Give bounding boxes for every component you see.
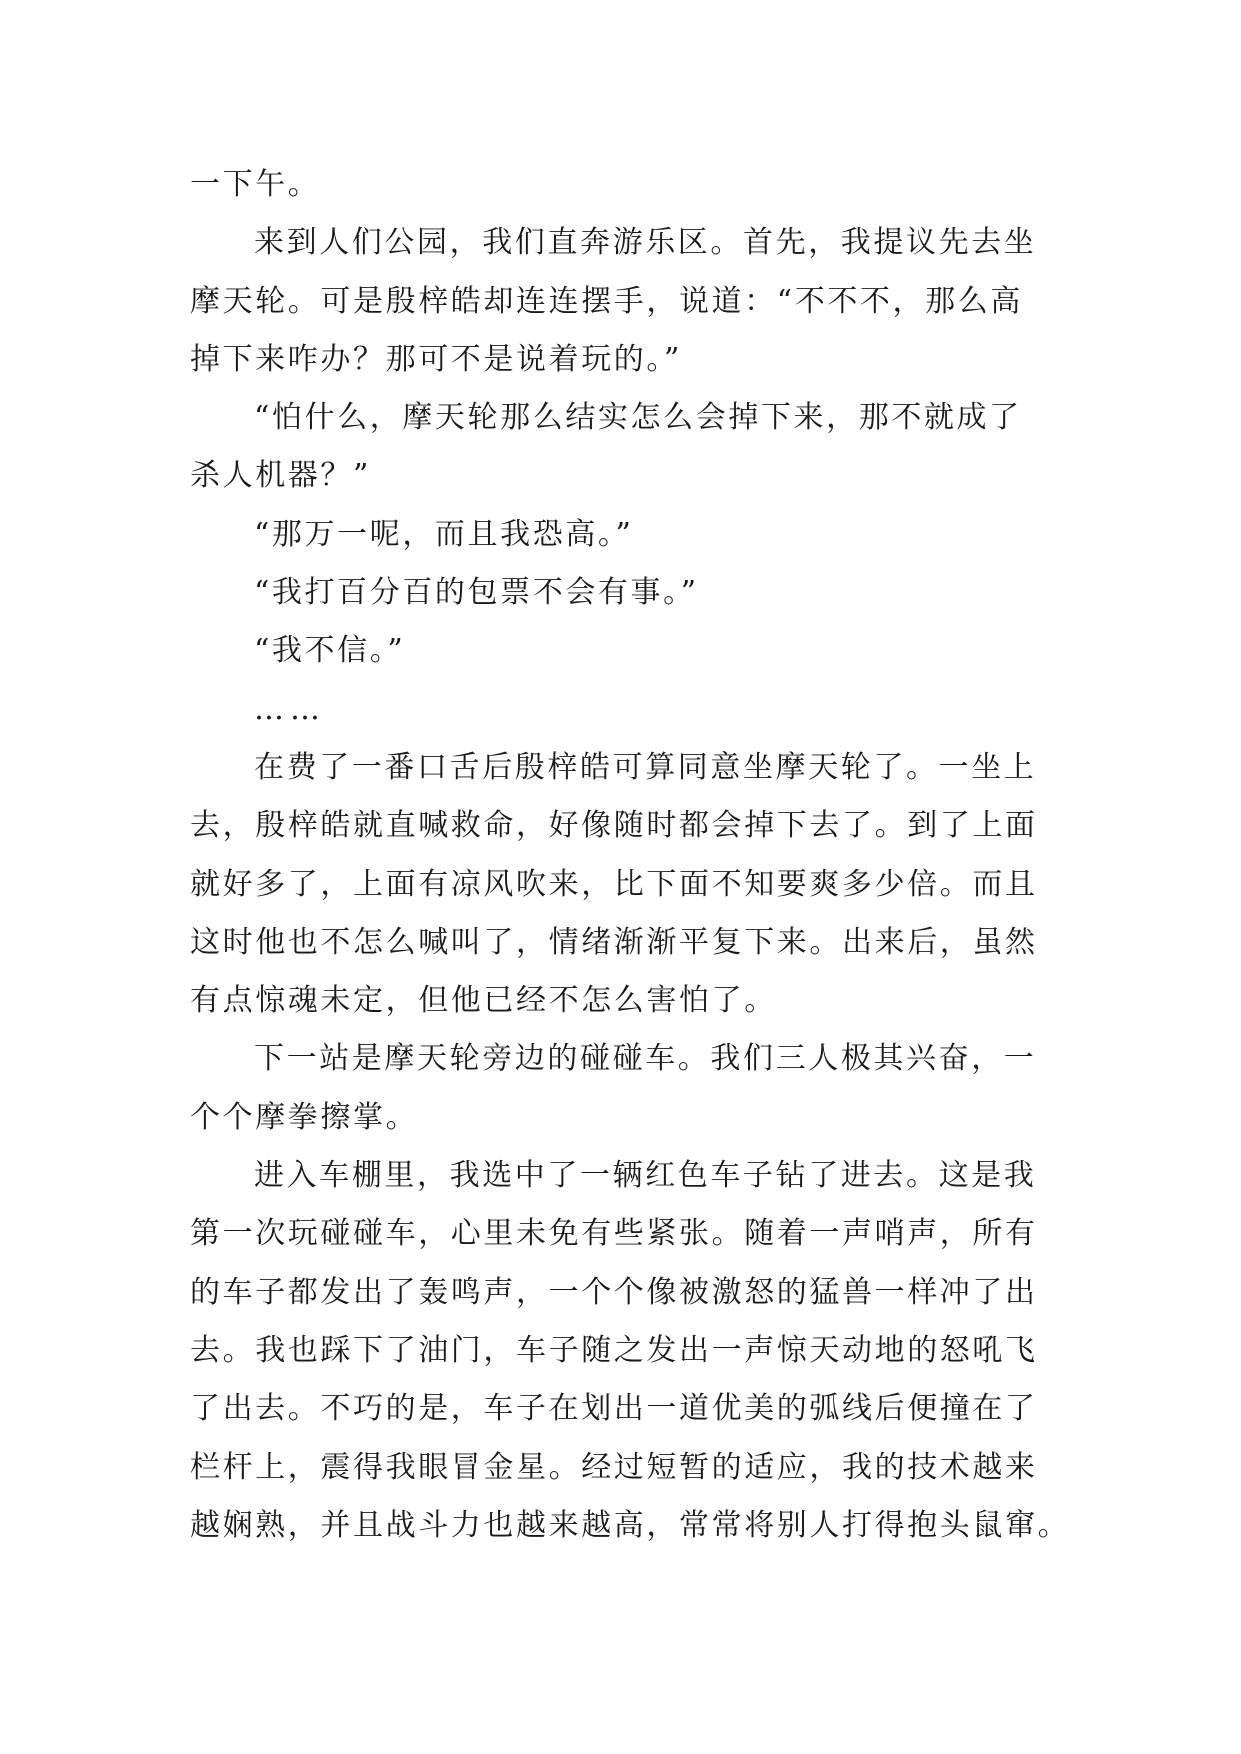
text-line: 就好多了，上面有凉风吹来，比下面不知要爽多少倍。而且 [190,866,1038,902]
paragraph-first-line: 来到人们公园，我们直奔游乐区。首先，我提议先去坐 [254,225,1037,261]
text-line: 杀人机器？” [190,458,371,494]
paragraph-first-line: 在费了一番口舌后殷梓皓可算同意坐摩天轮了。一坐上 [254,749,1037,785]
text-line: 栏杆上，震得我眼冒金星。经过短暂的适应，我的技术越来 [190,1449,1038,1485]
paragraph-first-line: “怕什么，摩天轮那么结实怎么会掉下来，那不就成了 [254,400,1022,436]
text-line: 去。我也踩下了油门，车子随之发出一声惊天动地的怒吼飞 [190,1332,1038,1368]
paragraph-first-line: 进入车棚里，我选中了一辆红色车子钻了进去。这是我 [254,1158,1037,1194]
text-line: 摩天轮。可是殷梓皓却连连摆手，说道：“不不不，那么高 [190,283,1023,319]
essay-body [190,156,1071,1555]
text-line: 了出去。不巧的是，车子在划出一道优美的弧线后便撞在了 [190,1391,1038,1427]
text-line: 有点惊魂未定，但他已经不怎么害怕了。 [190,983,777,1019]
text-line: 去，殷梓皓就直喊救命，好像随时都会掉下去了。到了上面 [190,808,1038,844]
text-line: 个个摩拳擦掌。 [190,1099,419,1135]
text-line: 掉下来咋办？那可不是说着玩的。” [190,341,682,377]
text-line: 一下午。 [190,167,321,202]
paragraph-first-line: “我不信。” [254,633,406,669]
text-line: 第一次玩碰碰车，心里未免有些紧张。随着一声哨声，所有 [190,1216,1038,1252]
text-line: 的车子都发出了轰鸣声，一个个像被激怒的猛兽一样冲了出 [190,1274,1038,1310]
text-line: 越娴熟，并且战斗力也越来越高，常常将别人打得抱头鼠窜。 [190,1507,1071,1543]
text-line: 这时他也不怎么喊叫了，情绪渐渐平复下来。出来后，虽然 [190,924,1038,960]
paragraph-first-line: “我打百分百的包票不会有事。” [254,575,699,611]
paragraph-first-line: 下一站是摩天轮旁边的碰碰车。我们三人极其兴奋，一 [254,1041,1037,1077]
paragraph-first-line: “那万一呢，而且我恐高。” [254,516,634,552]
ellipsis-line: …… [254,691,326,727]
